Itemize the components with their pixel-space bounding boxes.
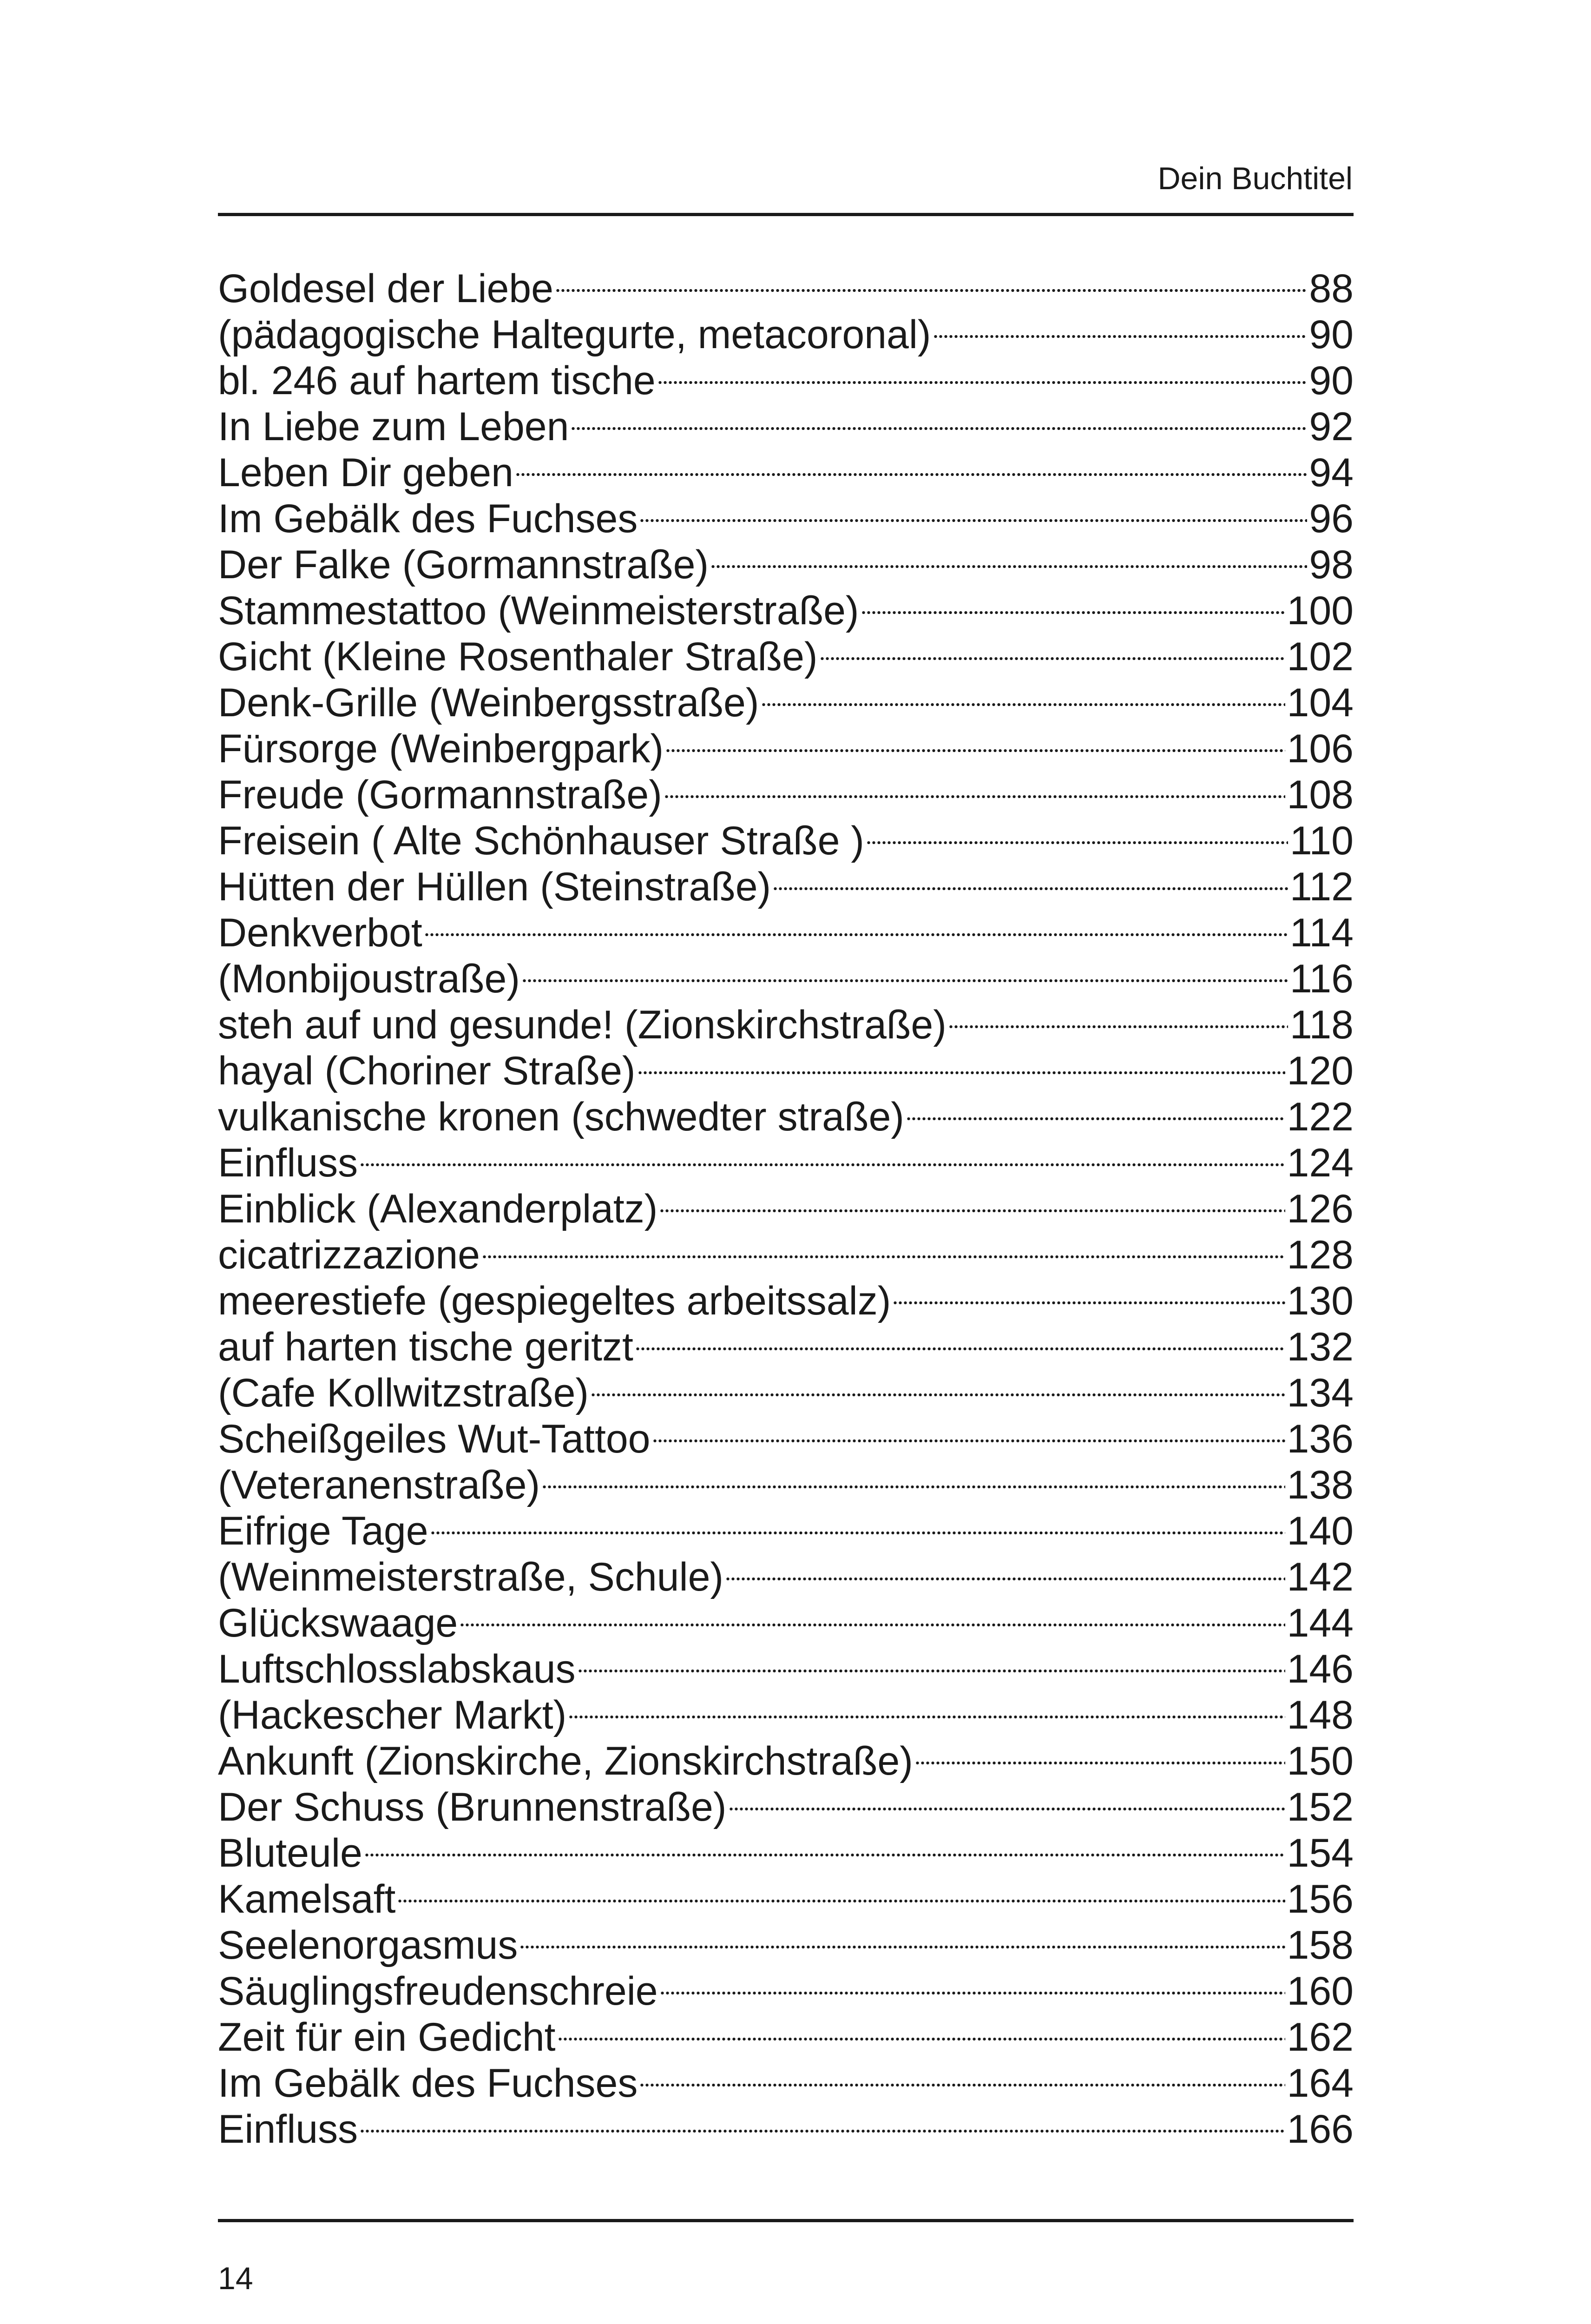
toc-entry-title: Leben Dir geben [218,450,513,495]
toc-entry-title: Fürsorge (Weinbergpark) [218,726,664,771]
toc-entry-page: 156 [1287,1877,1354,1921]
toc-entry-title: (Weinmeisterstraße, Schule) [218,1555,724,1599]
toc-dot-leader [710,565,1307,568]
toc-dot-leader [915,1762,1285,1764]
toc-entry [218,1002,1354,1048]
toc-dot-leader [948,1025,1288,1028]
toc-dot-leader [522,979,1288,982]
toc-dot-leader [460,1624,1285,1626]
toc-entry-page: 150 [1287,1739,1354,1783]
toc-entry [218,542,1354,588]
toc-entry-page: 100 [1287,588,1354,633]
toc-dot-leader [861,611,1285,614]
toc-entry [218,450,1354,496]
toc-entry-page: 132 [1287,1325,1354,1369]
toc-entry-page: 126 [1287,1187,1354,1231]
toc-entry-page: 128 [1287,1233,1354,1277]
toc-entry-title: Zeit für ein Gedicht [218,2015,556,2060]
toc-dot-leader [893,1301,1285,1304]
toc-dot-leader [659,1209,1285,1212]
toc-entry [218,1416,1354,1462]
toc-entry [218,864,1354,910]
toc-entry-page: 110 [1289,819,1354,863]
toc-entry-page: 108 [1287,772,1354,817]
toc-entry-page: 98 [1309,542,1354,587]
toc-entry [218,1600,1354,1646]
toc-dot-leader [664,795,1285,798]
toc-entry [218,818,1354,864]
toc-dot-leader [820,657,1285,660]
toc-dot-leader [360,2130,1285,2133]
toc-entry-page: 122 [1287,1095,1354,1139]
toc-entry-page: 148 [1287,1693,1354,1737]
toc-entry [218,1462,1354,1508]
toc-entry-page: 116 [1289,957,1354,1001]
toc-entry [218,1968,1354,2014]
toc-dot-leader [761,703,1285,706]
toc-dot-leader [639,2084,1285,2086]
toc-entry-page: 162 [1287,2015,1354,2060]
toc-entry-page: 154 [1287,1831,1354,1875]
toc-entry-page: 114 [1289,911,1354,955]
toc-entry [218,1186,1354,1232]
toc-entry-title: Ankunft (Zionskirche, Zionskirchstraße) [218,1739,913,1783]
toc-entry [218,358,1354,404]
toc-entry-title: Glückswaage [218,1601,458,1645]
footer-rule [218,2219,1354,2222]
toc-entry-page: 136 [1287,1417,1354,1461]
toc-entry-title: In Liebe zum Leben [218,404,569,449]
toc-entry-title: (Veteranenstraße) [218,1463,540,1507]
toc-entry [218,1232,1354,1278]
toc-entry-title: Freude (Gormannstraße) [218,772,662,817]
toc-entry [218,1140,1354,1186]
toc-entry-page: 160 [1287,1969,1354,2014]
running-header-title: Dein Buchtitel [1157,161,1353,196]
toc-dot-leader [866,841,1288,844]
toc-entry-title: Im Gebälk des Fuchses [218,496,638,541]
toc-entry-title: Goldesel der Liebe [218,266,553,311]
toc-entry-page: 120 [1287,1049,1354,1093]
toc-entry-page: 130 [1287,1279,1354,1323]
toc-dot-leader [729,1808,1285,1810]
toc-entry [218,1738,1354,1784]
toc-entry [218,910,1354,956]
toc-entry-page: 166 [1287,2107,1354,2152]
toc-dot-leader [397,1900,1285,1902]
toc-entry-page: 88 [1309,266,1354,311]
toc-entry-title: Im Gebälk des Fuchses [218,2061,638,2106]
toc-entry-title: Gicht (Kleine Rosenthaler Straße) [218,634,818,679]
toc-dot-leader [591,1393,1285,1396]
toc-dot-leader [555,289,1307,292]
toc-entry-title: Der Falke (Gormannstraße) [218,542,709,587]
toc-entry-title: Freisein ( Alte Schönhauser Straße ) [218,819,864,863]
toc-entry-title: Eifrige Tage [218,1509,428,1553]
toc-dot-leader [364,1854,1285,1856]
toc-entry-title: (pädagogische Haltegurte, metacoronal) [218,312,931,357]
page-number: 14 [218,2261,253,2296]
toc-dot-leader [519,1946,1285,1948]
toc-entry-title: hayal (Choriner Straße) [218,1049,636,1093]
toc-entry-page: 140 [1287,1509,1354,1553]
toc-entry-page: 146 [1287,1647,1354,1691]
toc-entry [218,1554,1354,1600]
toc-dot-leader [430,1532,1285,1534]
toc-dot-leader [657,381,1308,384]
toc-dot-leader [660,1992,1285,1994]
toc-entry-page: 138 [1287,1463,1354,1507]
toc-entry [218,726,1354,772]
toc-entry [218,2014,1354,2060]
toc-entry [218,1094,1354,1140]
toc-entry [218,404,1354,450]
toc-entry [218,1278,1354,1324]
toc-entry [218,1048,1354,1094]
toc-entry-title: bl. 246 auf hartem tische [218,358,656,403]
toc-entry-title: Einblick (Alexanderplatz) [218,1187,658,1231]
toc-entry-page: 142 [1287,1555,1354,1599]
toc-entry-page: 90 [1309,312,1354,357]
toc-entry-page: 134 [1287,1371,1354,1415]
toc-entry-title: Seelenorgasmus [218,1923,518,1967]
toc-entry-page: 94 [1309,450,1354,495]
toc-dot-leader [639,519,1307,522]
toc-entry-title: Scheißgeiles Wut-Tattoo [218,1417,651,1461]
toc-dot-leader [725,1578,1285,1580]
toc-dot-leader [360,1163,1285,1166]
toc-dot-leader [933,335,1308,338]
toc-entry-page: 102 [1287,634,1354,679]
toc-dot-leader [906,1117,1285,1120]
toc-entry-page: 164 [1287,2061,1354,2106]
toc-entry-page: 112 [1289,865,1354,909]
toc-entry-page: 92 [1309,404,1354,449]
toc-dot-leader [773,887,1288,890]
toc-entry [218,312,1354,358]
toc-entry [218,1324,1354,1370]
header-rule [218,213,1354,216]
toc-dot-leader [482,1255,1285,1258]
toc-entry-title: meerestiefe (gespiegeltes arbeitssalz) [218,1279,891,1323]
toc-entry-page: 158 [1287,1923,1354,1967]
toc-dot-leader [558,2038,1285,2040]
toc-dot-leader [665,749,1285,752]
toc-entry-title: (Cafe Kollwitzstraße) [218,1371,589,1415]
toc-entry-title: Denk-Grille (Weinbergsstraße) [218,680,759,725]
toc-entry [218,588,1354,634]
toc-entry-title: cicatrizzazione [218,1233,480,1277]
toc-entry-page: 90 [1309,358,1354,403]
toc-entry [218,2060,1354,2106]
toc-entry [218,634,1354,680]
toc-entry-page: 104 [1287,680,1354,725]
toc-entry [218,1370,1354,1416]
toc-entry-title: (Monbijoustraße) [218,957,520,1001]
toc-entry-page: 124 [1287,1141,1354,1185]
toc-entry-page: 96 [1309,496,1354,541]
toc-entry-title: Der Schuss (Brunnenstraße) [218,1785,727,1829]
toc-entry [218,1646,1354,1692]
toc-entry [218,496,1354,542]
toc-entry-title: (Hackescher Markt) [218,1693,567,1737]
toc-entry-title: auf harten tische geritzt [218,1325,633,1369]
toc-entry-title: Hütten der Hüllen (Steinstraße) [218,865,771,909]
toc-entry-title: Säuglingsfreudenschreie [218,1969,658,2014]
toc-dot-leader [568,1716,1285,1718]
toc-dot-leader [424,933,1288,936]
toc-entry [218,772,1354,818]
toc-entry-page: 144 [1287,1601,1354,1645]
toc-entry-page: 106 [1287,726,1354,771]
toc-entry [218,1508,1354,1554]
toc-entry-title: Luftschlosslabskaus [218,1647,576,1691]
toc-dot-leader [542,1486,1285,1488]
toc-entry [218,956,1354,1002]
toc-entry-title: Denkverbot [218,911,422,955]
toc-entry [218,1922,1354,1968]
toc-entry [218,266,1354,312]
toc-entry [218,680,1354,726]
toc-dot-leader [571,427,1307,430]
toc-entry-page: 152 [1287,1785,1354,1829]
toc-entry-title: Kamelsaft [218,1877,396,1921]
toc-entry-page: 118 [1289,1003,1354,1047]
toc-dot-leader [638,1071,1285,1074]
toc-entry-title: Stammestattoo (Weinmeisterstraße) [218,588,859,633]
toc-entry [218,2106,1354,2152]
toc-entry [218,1784,1354,1830]
toc-entry [218,1692,1354,1738]
toc-dot-leader [652,1439,1285,1442]
toc-entry-title: steh auf und gesunde! (Zionskirchstraße) [218,1003,947,1047]
toc-dot-leader [515,473,1307,476]
toc-entry-title: vulkanische kronen (schwedter straße) [218,1095,904,1139]
toc-entry-title: Einfluss [218,1141,358,1185]
toc-entry [218,1876,1354,1922]
toc-dot-leader [578,1670,1285,1672]
toc-entry-title: Bluteule [218,1831,362,1875]
toc-entry [218,1830,1354,1876]
toc-dot-leader [635,1347,1285,1350]
toc-entry-title: Einfluss [218,2107,358,2152]
table-of-contents [218,266,1354,2152]
